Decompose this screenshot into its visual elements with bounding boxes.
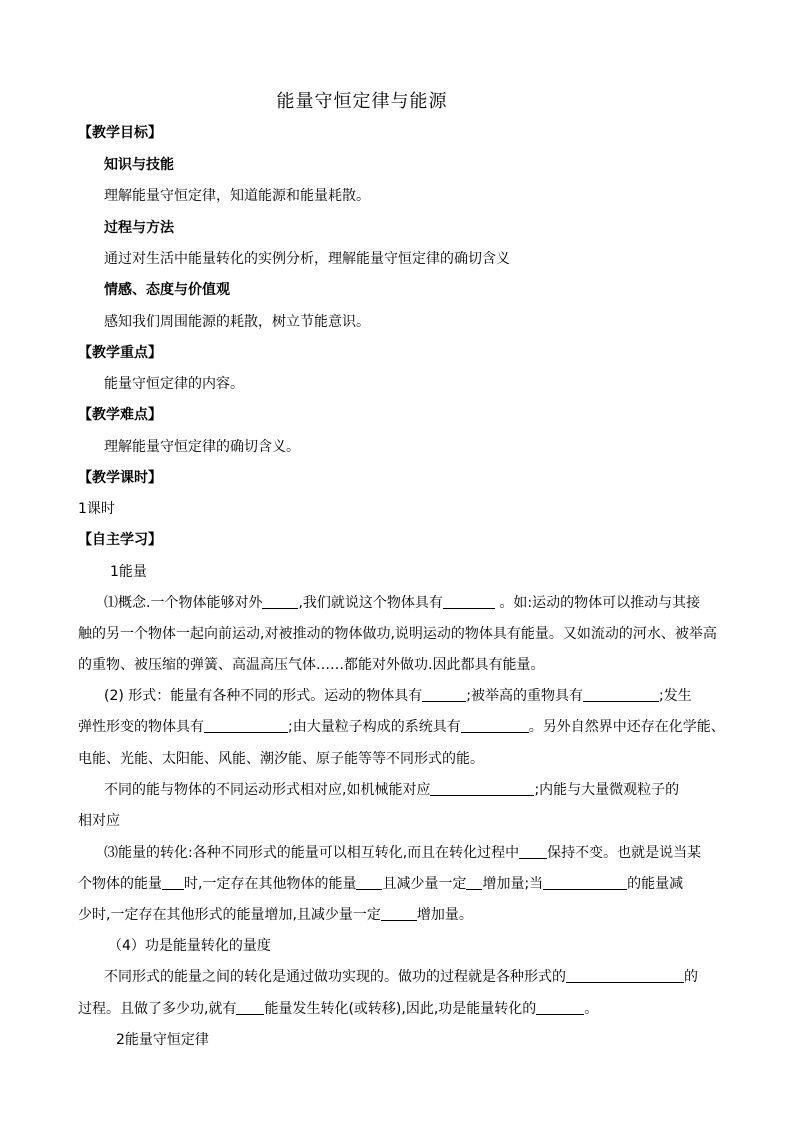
para5-line1: 不同形式的能量之间的转化是通过做功实现的。做功的过程就是各种形式的 的	[104, 969, 698, 985]
self-study-heading: 【自主学习】	[78, 532, 162, 548]
fill-blank[interactable]	[566, 968, 684, 983]
fill-blank[interactable]	[536, 1000, 584, 1015]
para4-line1: ⑶能量的转化:各种不同形式的能量可以相互转化,而且在转化过程中 保持不变。也就是说当某	[104, 845, 702, 861]
key-heading: 【教学重点】	[78, 345, 162, 361]
fill-blank[interactable]	[583, 687, 659, 702]
process-heading: 过程与方法	[104, 220, 174, 236]
para5-title: （4）功是能量转化的量度	[108, 938, 271, 954]
fill-blank[interactable]	[422, 687, 466, 702]
para4-line3: 少时,一定存在其他形式的能量增加,且减少量一定 增加量。	[78, 907, 473, 923]
fill-blank[interactable]	[519, 844, 547, 859]
para1-line3: 的重物、被压缩的弹簧、高温高压气体……都能对外做功.因此都具有能量。	[78, 657, 545, 673]
para2-line3: 电能、光能、太阳能、风能、潮汐能、原子能等等不同形式的能。	[78, 751, 484, 767]
difficulty-heading: 【教学难点】	[78, 407, 162, 423]
fill-blank[interactable]	[443, 594, 495, 609]
fill-blank[interactable]	[204, 718, 288, 733]
process-text: 通过对生活中能量转化的实例分析，理解能量守恒定律的确切含义	[104, 251, 510, 267]
key-text: 能量守恒定律的内容。	[104, 376, 244, 392]
emotion-text: 感知我们周围能源的耗散，树立节能意识。	[104, 314, 370, 330]
difficulty-text: 理解能量守恒定律的确切含义。	[104, 439, 300, 455]
fill-blank[interactable]	[466, 875, 482, 890]
para3-line1: 不同的能与物体的不同运动形式相对应,如机械能对应 ;内能与大量微观粒子的	[104, 782, 680, 798]
para3-line2: 相对应	[78, 813, 120, 829]
fill-blank[interactable]	[236, 1000, 264, 1015]
fill-blank[interactable]	[543, 875, 627, 890]
fill-blank[interactable]	[381, 906, 417, 921]
para1-line2: 触的另一个物体一起向前运动,对被推动的物体做功,说明运动的物体具有能量。又如流动的河水、被举高	[78, 626, 717, 642]
hours-text: 1课时	[78, 501, 115, 517]
fill-blank[interactable]	[461, 718, 529, 733]
emotion-heading: 情感、态度与价值观	[104, 282, 230, 298]
para2-line2: 弹性形变的物体具有 ;由大量粒子构成的系统具有 。另外自然界中还存在化学能、	[78, 719, 725, 735]
para2-line1: (2) 形式：能量有各种不同的形式。运动的物体具有 ;被举高的重物具有 ;发生	[104, 688, 692, 704]
knowledge-heading: 知识与技能	[104, 157, 174, 173]
fill-blank[interactable]	[262, 594, 298, 609]
knowledge-text: 理解能量守恒定律，知道能源和能量耗散。	[104, 188, 370, 204]
fill-blank[interactable]	[356, 875, 382, 890]
para4-line2: 个物体的能量 时,一定存在其他物体的能量 且减少量一定 增加量;当 的能量减	[78, 876, 684, 892]
para1-line1: ⑴概念.一个物体能够对外 ,我们就说这个物体具有 。如:运动的物体可以推动与其接	[104, 595, 701, 611]
hours-heading: 【教学课时】	[78, 470, 162, 486]
section-1-title: 1能量	[110, 564, 147, 580]
document-title: 能量守恒定律与能源	[276, 91, 448, 112]
para5-line2: 过程。且做了多少功,就有 能量发生转化(或转移),因此,功是能量转化的 。	[78, 1001, 599, 1017]
fill-blank[interactable]	[430, 781, 534, 796]
fill-blank[interactable]	[162, 875, 184, 890]
objectives-heading: 【教学目标】	[78, 125, 162, 141]
section-2-title: 2能量守恒定律	[116, 1032, 209, 1048]
